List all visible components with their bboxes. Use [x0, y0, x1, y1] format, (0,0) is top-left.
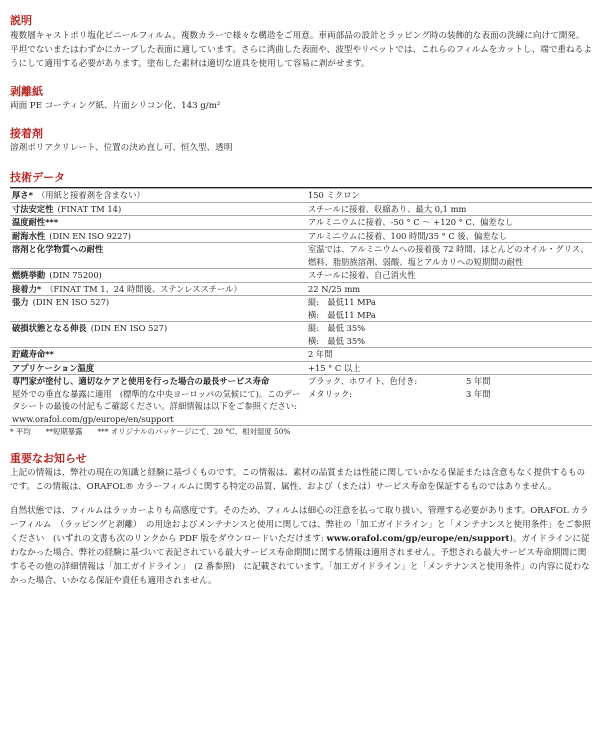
notice-support-link[interactable]: www.orafol.com/gp/europe/en/support: [326, 534, 510, 544]
service-metallic-label: メタリック:: [308, 388, 352, 399]
tech-row-label: 寸法安定性: [12, 203, 54, 214]
tech-row: [10, 361, 592, 375]
tech-row-note: （FINAT TM 1、24 時間後、ステンレススチール）: [45, 283, 242, 294]
adhesive-text: 溶剤ポリアクリレート、位置の決め直し可、恒久型、透明: [10, 143, 233, 153]
tech-row-label: 接着力*: [12, 283, 42, 294]
notice-para2-a: 自然状態では、フィルムはラッカーよりも高感度です。そのため、フィルムは細心の注意を払って取り扱い、管理する必要があります。ORAFOL カラーフィルム （ラッピングと剥離） の用途およびメンテナンスと使用に関しては、弊社の「加工ガイドライン」と「メンテナンスと使用条件」をご参照ください (いずれの文書も次のリンクから PDF 版をダウンロードいただけます:: [10, 506, 591, 544]
technical-data-table: [10, 188, 592, 425]
service-colors-years: 5 年間: [466, 376, 491, 386]
tech-row-value: 22 N/25 mm: [308, 283, 361, 294]
adhesive-heading: 接着剤: [10, 127, 43, 140]
tech-row-value: 2 年間: [308, 349, 333, 359]
tech-row-value-2: 横: 最低11 MPa: [308, 309, 376, 320]
tech-row-note: (DIN 75200): [49, 270, 102, 280]
tech-row-label: 破損状態となる伸長: [12, 323, 87, 333]
tech-row-value: 150 ミクロン: [308, 190, 360, 200]
tech-row: [10, 202, 592, 216]
tech-row: [10, 296, 592, 322]
service-colors-label: ブラック、ホワイト、色付き:: [308, 376, 418, 386]
notice-para2: [10, 504, 592, 588]
tech-row-value: 縦: 最低11 MPa: [308, 297, 376, 307]
tech-row-note: (FINAT TM 14): [57, 203, 122, 214]
tech-row: [10, 282, 592, 296]
service-life-label: 専門家が塗付し、適切なケアと使用を行った場合の最長サービス寿命: [12, 376, 270, 386]
tech-row-note: （用紙と接着剤を含まない）: [36, 190, 145, 200]
tech-row-label: 耐海水性: [12, 230, 46, 241]
tech-row-value: 室温では、アルミニウムへの接着後 72 時間、ほとんどのオイル・グリス、燃料、脂肪族溶剤、弱酸、塩とアルカリへの短期間の耐性: [308, 244, 589, 267]
tech-row-value: 縦: 最低 35%: [308, 323, 366, 333]
tech-row: [10, 189, 592, 203]
description-heading: 説明: [10, 14, 32, 27]
service-life-row: [10, 375, 592, 426]
tech-row-label: 張力: [12, 297, 29, 307]
tech-row-label: アプリケーション温度: [12, 362, 95, 373]
tech-row-value: +15 ° C 以上: [308, 362, 361, 373]
tech-row-label: 溶剤と化学物質への耐性: [12, 244, 104, 254]
tech-row-value-2: 横: 最低 35%: [308, 335, 366, 346]
tech-row: [10, 269, 592, 283]
notice-para2-b: )。ガイドラインに従わなかった場合、弊社の経験に基づいて表記されている最大サービス寿命期間に関する情報は適用されません。予想される最大サービス寿命期間に関するその他の詳細情報は「加工ガイドライン」 (2 番参照) に記載されています。「加工ガイドライン」と「メンテナンスと使用条件」の内容に従わなかった場合、いかなる保証や責任も適用されません。: [10, 534, 590, 586]
liner-text: 両面 PE コーティング紙、片面シリコン化、143 g/m²: [10, 101, 221, 111]
service-metallic-years: 3 年間: [466, 388, 491, 399]
tech-row-label: 貯蔵寿命**: [12, 349, 54, 359]
notice-para1: 上記の情報は、弊社の現在の知識と経験に基づくものです。この情報は、素材の品質または性能に関していかなる保証または含意もなく提供するものです。この情報は、ORAFOL® カラーフィルムに関する特定の品質、属性、および（または）サービス寿命を保証するものではありません。: [10, 468, 586, 492]
tech-row-label: 温度耐性***: [12, 217, 59, 227]
technical-heading: 技術データ: [10, 171, 65, 184]
tech-row-label: 厚さ*: [12, 190, 33, 200]
tech-row-note: (DIN EN ISO 527): [90, 323, 168, 333]
tech-row: [10, 229, 592, 243]
tech-row-value: アルミニウムに接着、100 時間/35 ° C 後、偏差なし: [308, 230, 508, 241]
notice-heading: 重要なお知らせ: [10, 452, 87, 465]
service-life-url[interactable]: www.orafol.com/gp/europe/en/support: [12, 413, 174, 424]
tech-row-value: スチールに接着、自己消火性: [308, 270, 416, 280]
service-life-note: 屋外での垂直な暴露に適用 (標準的な中央ヨーロッパの気候にて)。このデータシートの最後の付記もご確認ください。詳細情報は以下をご参照ください:: [12, 388, 301, 411]
tech-row: [10, 348, 592, 362]
liner-heading: 剥離紙: [10, 85, 43, 98]
tech-row-value: スチールに接着、収縮あり、最大 0,1 mm: [308, 203, 467, 214]
description-text: 複数層キャストポリ塩化ビニールフィルム。複数カラーで様々な構造をご用意。車両部品の設計とラッピング時の装飾的な表面の洗練に向けて開発。平坦でないまたはわずかにカーブした表面に適しています。さらに湾曲した表面や、波型やリベットでは、これらのフィルムをカットし、端で重ねるようにして適用する必要があります。塗布した素材は適切な道具を使用して容易に剥がせます。: [10, 31, 592, 69]
tech-row-label: 燃焼挙動: [12, 270, 46, 280]
tech-row: [10, 216, 592, 230]
tech-row-note: (DIN EN ISO 9227): [49, 230, 131, 241]
footnote: * 平均 **短期暴露 *** オリジナルのパッケージにて、20 °C、相対湿度 50%: [10, 427, 291, 436]
tech-row-note: (DIN EN ISO 527): [32, 297, 110, 307]
tech-row-value: アルミニウムに接着、-50 ° C ～ +120 ° C、偏差なし: [308, 217, 514, 227]
tech-row: [10, 322, 592, 348]
tech-row: [10, 243, 592, 269]
